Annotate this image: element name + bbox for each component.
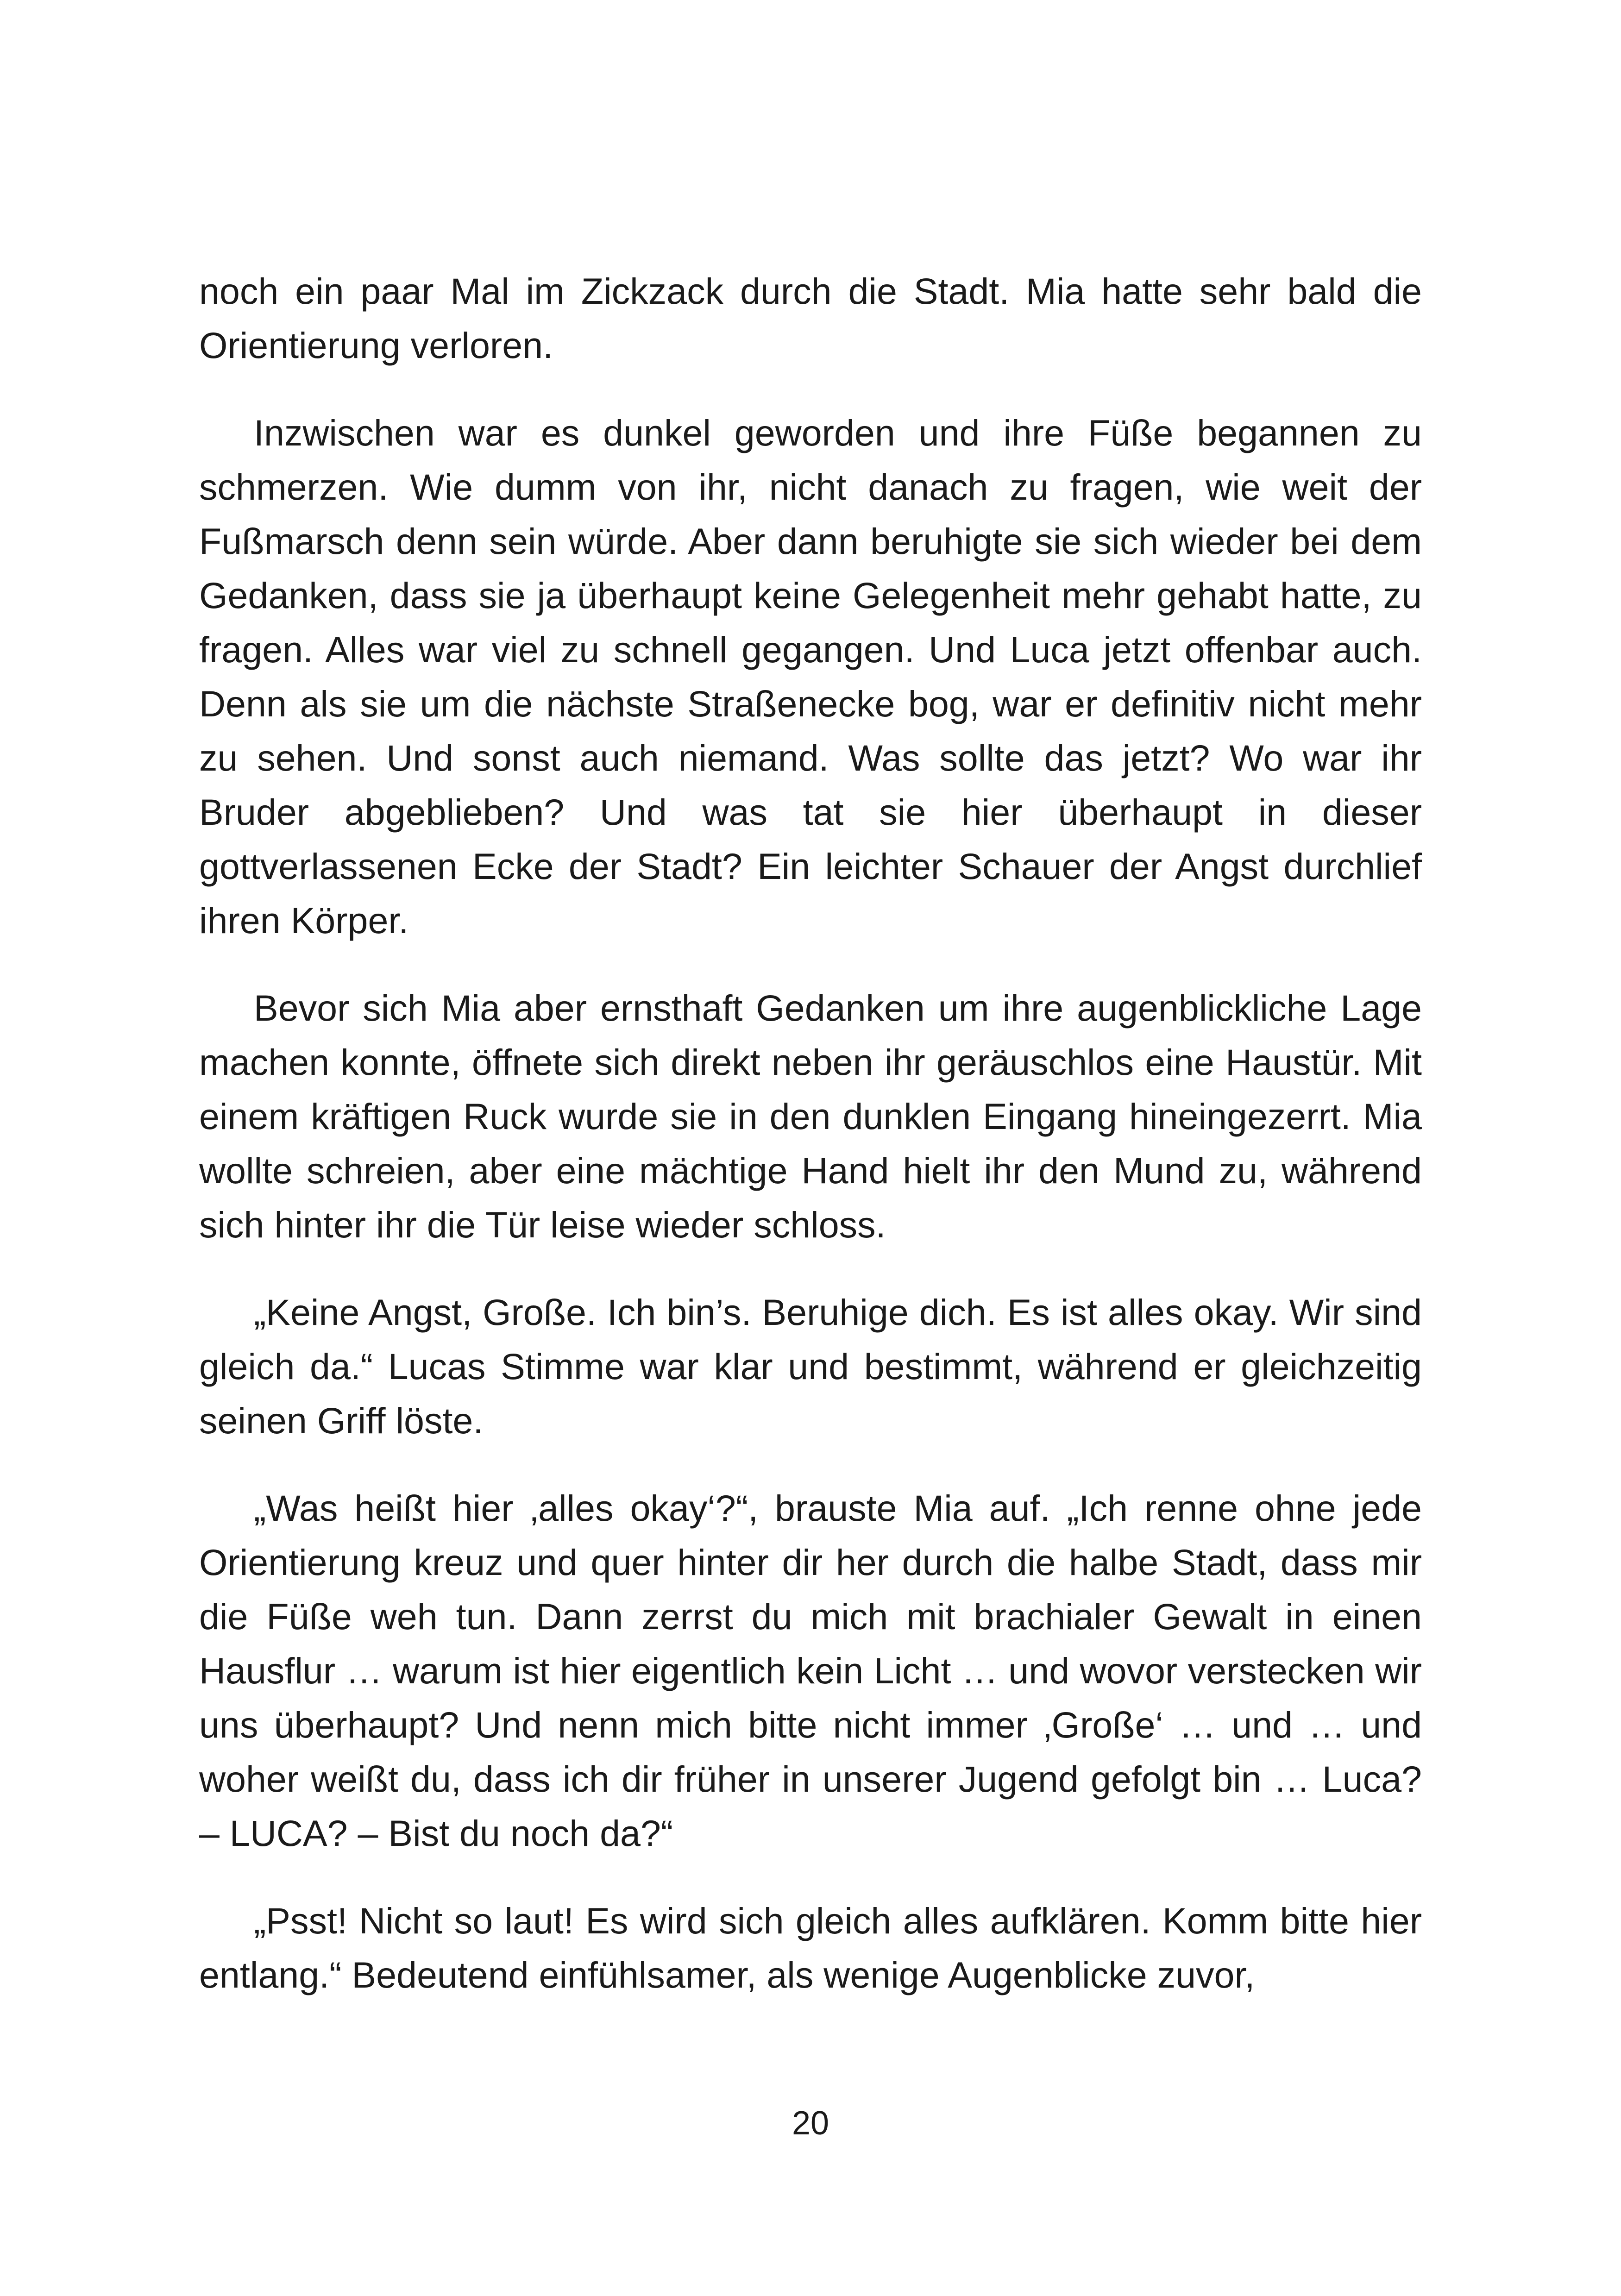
paragraph-2: Inzwischen war es dunkel geworden und ihre Füße begannen zu schmerzen. Wie dumm von ihr, nicht danach zu fragen, wie weit der Fußmarsch denn sein würde. Aber dann beruhigte sie sich wieder bei dem Gedanken, dass sie ja überhaupt keine Gelegenheit mehr gehabt hatte, zu fragen. Alles war viel zu schnell gegangen. Und Luca jetzt offenbar auch. Denn als sie um die nächste Straßenecke bog, war er definitiv nicht mehr zu sehen. Und sonst auch niemand. Was sollte das jetzt? Wo war ihr Bruder abgeblieben? Und was tat sie hier überhaupt in dieser gottverlassenen Ecke der Stadt? Ein leichter Schauer der Angst durchlief ihren Körper. — [199, 412, 1422, 941]
paragraph-5: „Was heißt hier ‚alles okay‘?“, brauste Mia auf. „Ich renne ohne jede Orientierung kreuz und quer hinter dir her durch die halbe Stadt, dass mir die Füße weh tun. Dann zerrst du mich mit brachialer Gewalt in einen Hausflur … warum ist hier eigentlich kein Licht … und wovor verstecken wir uns überhaupt? Und nenn mich bitte nicht immer ‚Große‘ … und … und woher weißt du, dass ich dir früher in unserer Jugend gefolgt bin … Luca? – LUCA? – Bist du noch da?“ — [199, 1487, 1422, 1854]
page-number: 20 — [792, 2105, 829, 2142]
page-body — [199, 264, 1422, 2035]
paragraph-4: „Keine Angst, Große. Ich bin’s. Beruhige dich. Es ist alles okay. Wir sind gleich da.“ Lucas Stimme war klar und bestimmt, während er gleichzeitig seinen Griff löste. — [199, 1292, 1422, 1441]
paragraph-1: noch ein paar Mal im Zickzack durch die Stadt. Mia hatte sehr bald die Orientierung verloren. — [199, 270, 1422, 366]
paragraph-6: „Psst! Nicht so laut! Es wird sich gleich alles aufklären. Komm bitte hier entlang.“ Bedeutend einfühlsamer, als wenige Augenblicke zuvor, — [199, 1900, 1422, 1995]
paragraph-3: Bevor sich Mia aber ernsthaft Gedanken um ihre augenblickliche Lage machen konnte, öffnete sich direkt neben ihr geräuschlos eine Haustür. Mit einem kräftigen Ruck wurde sie in den dunklen Eingang hineingezerrt. Mia wollte schreien, aber eine mächtige Hand hielt ihr den Mund zu, während sich hinter ihr die Tür leise wieder schloss. — [199, 987, 1422, 1245]
